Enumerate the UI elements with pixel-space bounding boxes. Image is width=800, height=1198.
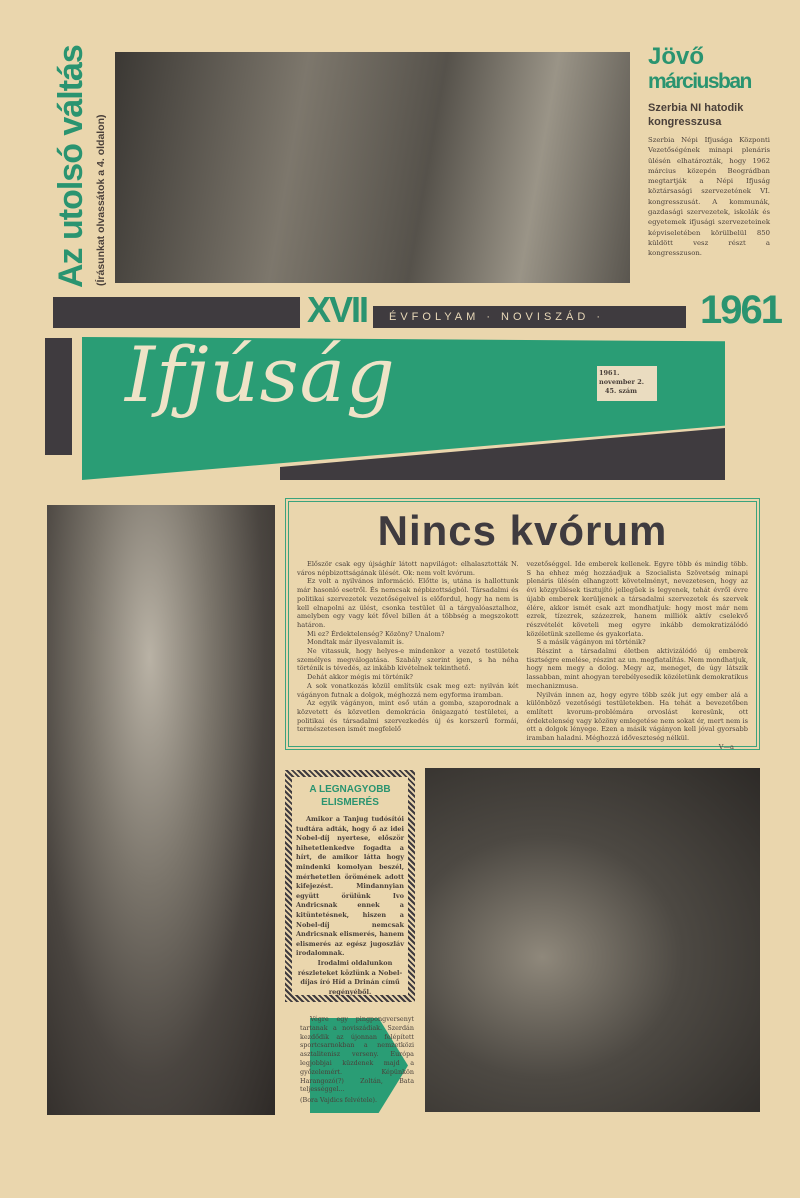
volume-number: XVII (307, 289, 368, 330)
news-subtitle: Szerbia NI hatodik kongresszusa (648, 102, 744, 128)
side-subtitle: (Írásunkat olvassátok a 4. oldalon) (95, 114, 107, 286)
article-col2: vezetőséggel. Ide emberek kellenek. Egyre több és mindig több. S ha ehhez még hozzáadjuk a Szocialista Szövetség minapi plenáris ülésén elhangzott követelményt, nevezetesen, hogy az évi közgyűlések tisztujító jellegűek is legyenek, tehát évről évre újabb emberek kerüljenek a társadalmi szervezetek és szervek élére, akkor ismét csak azt mondhatjuk: hogy most már nem ezrek, tízezrek, százezrek, hanem milliók aktív cselekvő részvételét követeli meg egyre inkább demokratizálódó közéletünk szelleme és gyakorlata. S a másik vágányon mi történik? Részint a társadalmi életben aktivizálódó új emberek tisztségre emelése, részint az un. megfiatalítás. Nem mondhatjuk, hogy nem megy a dolog. Megy az, meneget, de úgy látszik lassabban, mint ahogyan terebélyesedik közéletünk demokratikus mechanizmusa. Nyilván innen az, hogy egyre több szék jut egy ember alá a különböző vezetőségi testületekben. Ha tehát a bevezetőben említett kvorum-problémára orvoslást keresünk, ott érdektelenség vagy közöny emlegetése nem sokat ér, mert nem is ott a dolgok lényege. Ezen a másik vágányon kell jóval gyorsabb iramban haladni. Méghozzá időveszteség nélkül. V—a (526, 560, 748, 751)
photo-table-tennis (425, 768, 760, 1112)
issue-number: 45. szám (605, 387, 638, 395)
masthead-strip (45, 338, 72, 455)
news-column (648, 45, 770, 259)
sidebar-box (285, 770, 415, 1002)
year: 1961 (700, 288, 781, 332)
article-box (285, 498, 760, 750)
sidebar-body: Amikor a Tanjug tudósítói tudtára adták, hogy ő az idei Nobel-díj nyertese, először hihetetlenkedve fogadta a hírt, de amikor látta hogy mindenki komolyan beszél, mérhetetlen örömének adott kifejezést. Mindannyian együtt örülünk Ivo Andricsnak ennek a kitüntetésnek, hiszen a Nobel-díj nemcsak Andricsnak elismerés, hanem elismerés az egész jugoszláv irodalomnak. Irodalmi oldalunkon részleteket közlünk a Nobel-díjas író Híd a Drinán című regényéből. (296, 815, 404, 996)
news-title-1: Jövő (648, 43, 705, 70)
photo-caption: Végre egy pingpongversenyt tartanak a noviszádiak. Szerdán kezdődik az újonnan felépített sportcsarnokban a nemzetközi asztalitenisz verseny. Európa legjobbjai küzdenek majd a győzelemért. Képünkön Harangozó(?) Zoltán, Bata teljességgel... (Bora Vajdics felvétele). (300, 1015, 414, 1105)
volume-label: ÉVFOLYAM · NOVISZÁD · (389, 311, 604, 323)
photo-credit: (Bora Vajdics felvétele). (300, 1096, 378, 1105)
issue-date: 1961. november 2. (599, 369, 645, 386)
side-headline: Az utolsó váltás (52, 45, 90, 288)
article-headline: Nincs kvórum (377, 507, 668, 554)
photo-youth-crowd (115, 52, 630, 283)
news-body: Szerbia Népi Ifjusága Központi Vezetőségének minapi plenáris ülésén elhatározták, hogy 1962 március közepén Beográdban megtartják a Népi Ifjuság köztársasági szervezetének VI. kongresszusát. A kommunák, gazdasági szervezetek, iskolák és egyetemek ifjusági szervezeteinek képviseletében körülbelül 850 küldött vesz részt a kongresszuson. (648, 136, 770, 258)
article-signature: V—a (718, 742, 734, 751)
masthead-title: Ifjúság (125, 330, 396, 419)
masthead-bar-left (53, 297, 300, 328)
news-title-2: márciusban (648, 70, 751, 93)
article-col1: Először csak egy újsághír látott napvilágot: elhalasztották N. város népbizottságának ülését. Ok: nem volt kvórum. Ez volt a nyilvános információ. Előtte is, utána is hallottunk már hasonló esetről. És nemcsak népbizottságból. Társadalmi és politikai szervezetek vezetőségeivel is előfordul, hogy ha nem is kell elnapolni az ülést, csonka testület ül a tárgyalóasztalhoz, amelyben egy vagy két fővel billen át a többség a megszokott határon. Mi ez? Érdektelenség? Közöny? Unalom? Mondtak már ilyesvalamit is. Ne vitassuk, hogy helyes-e mindenkor a vezető testületek személyes megválogatása. Szabály szerint igen, s ha néha történik is tévedés, az inkább kivételnek tekinthető. Dehát akkor mégis mi történik? A sok vonatkozás közül említsük csak meg ezt: nyilván két vágányon futnak a dolgok, méghozzá nem egyforma iramban. Az egyik vágányon, mint eső után a gomba, szaporodnak a közvetett és közvetlen demokrácia önigazgató testületei, a politikai és társadalmi szervezkedés új és korszerű formái, természetesen ismét megfelelő (297, 560, 519, 734)
date-box (597, 366, 657, 401)
photo-portrait (47, 505, 275, 1115)
masthead-bar-right (373, 306, 686, 328)
sidebar-headline: A LEGNAGYOBB ELISMERÉS (309, 784, 391, 808)
